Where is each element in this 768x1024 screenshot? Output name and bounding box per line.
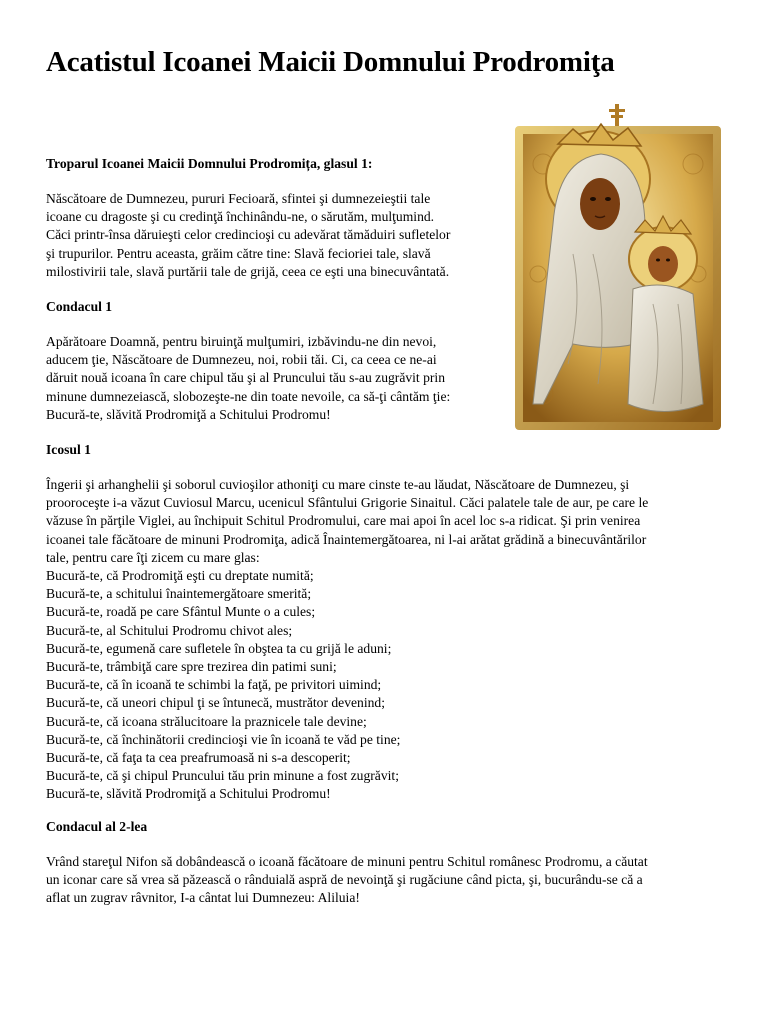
text-line: Bucură-te, că uneori chipul ţi se întunecă, mustrător devenind; (46, 695, 385, 711)
text-line: Bucură-te, slăvită Prodromiţă a Schitului Prodromu! (46, 406, 331, 422)
text-line: Bucură-te, slăvită Prodromiţă a Schitului Prodromu! (46, 786, 331, 802)
ikos1-heading: Icosul 1 (46, 442, 91, 457)
ikos1-text (46, 476, 726, 804)
text-line: icoanei tale făcătoare de minuni Prodromiţa, adică Înaintemergătoarea, ni l-ai arătat grădină a binecuvântărilor (46, 531, 647, 547)
text-line: Născătoare de Dumnezeu, pururi Fecioară, sfintei şi dumnezeieştii tale (46, 191, 431, 206)
text-line: Bucură-te, trâmbiţă care spre trezirea din patimi suni; (46, 659, 337, 675)
text-line: şi trupurilor. Pentru aceasta, grăim către tine: Slavă fecioriei tale, slavă (46, 245, 431, 261)
text-line: Bucură-te, roadă pe care Sfântul Munte o a cules; (46, 604, 316, 620)
text-line: tale, pentru care îţi zicem cu mare glas: (46, 549, 260, 565)
kontakion1-text (46, 333, 498, 424)
text-line: Bucură-te, că faţa ta cea preafrumoasă ni s-a descoperit; (46, 750, 351, 766)
text-line: aducem ţie, Născătoare de Dumnezeu, noi, robii tăi. Ci, ca ceea ce ne-ai (46, 352, 437, 368)
text-line: icoane cu dragoste şi cu credinţă închinându-ne, o sărutăm, mulţumind. (46, 209, 435, 225)
text-line: Bucură-te, că icoana strălucitoare la praznicele tale devine; (46, 713, 367, 729)
troparion-heading: Troparul Icoanei Maicii Domnului Prodromița, glasul 1: (46, 156, 373, 171)
kontakion2-text (46, 853, 726, 908)
text-line: Bucură-te, a schitului înaintemergătoare smerită; (46, 586, 312, 602)
prodromita-icon-image (513, 104, 723, 432)
text-line: Bucură-te, egumenă care sufletele în obştea ta cu grijă le aduni; (46, 640, 392, 656)
page-title: Acatistul Icoanei Maicii Domnului Prodromiţa (46, 46, 615, 78)
kontakion1-heading: Condacul 1 (46, 299, 113, 314)
ikos1-section (46, 441, 726, 459)
kontakion2-heading: Condacul al 2-lea (46, 819, 148, 834)
troparion-section (46, 155, 498, 173)
kontakion2-section (46, 818, 726, 836)
text-line: Bucură-te, că închinătorii credincioşi vie în icoană te văd pe tine; (46, 731, 401, 747)
text-line: dăruit nouă icoana în care chipul tău şi al Pruncului tău s-au zugrăvit prin (46, 370, 445, 386)
text-line: Bucură-te, că în icoană te schimbi la faţă, pe privitori uimind; (46, 677, 382, 693)
text-line: milostivirii tale, slavă purtării tale de grijă, ceea ce eşti una binecuvântată. (46, 263, 450, 279)
text-line: văzuse în părţile Viglei, au închipuit Schitul Prodromului, care mai apoi în acel loc s-a ridicat. Şi prin venirea (46, 513, 641, 529)
text-line: un iconar care să vrea să păzească o rânduială aspră de nevoinţă şi rugăciune când picta, şi, bucurându-se că a (46, 872, 643, 888)
text-line: Bucură-te, că Prodromiţă eşti cu dreptate numită; (46, 568, 314, 584)
text-line: prooroceşte i-a văzut Cuviosul Marcu, ucenicul Sfântului Grigorie Sinaitul. Căci palatele tale de aur, pe care le (46, 495, 649, 511)
text-line: Îngerii şi arhanghelii şi soborul cuvioşilor athoniţi cu mare cinste te-au lăudat, Născătoare de Dumnezeu, şi (46, 477, 630, 492)
text-line: Bucură-te, că şi chipul Pruncului tău prin minune a fost zugrăvit; (46, 768, 399, 784)
text-line: Căci printr-însa dăruieşti celor credincioşi cu adevărat tămăduiri sufletelor (46, 227, 451, 243)
text-line: minune dumnezeiască, slobozeşte-ne din toate nevoile, ca să-ţi cântăm ţie: (46, 388, 451, 404)
text-line: Vrând stareţul Nifon să dobândească o icoană făcătoare de minuni pentru Schitul românesc Prodromu, a căutat (46, 854, 648, 869)
text-line: Bucură-te, al Schitului Prodromu chivot ales; (46, 622, 293, 638)
text-line: Apărătoare Doamnă, pentru biruinţă mulţumiri, izbăvindu-ne din nevoi, (46, 334, 437, 349)
kontakion1-section (46, 298, 498, 316)
text-line: aflat un zugrav râvnitor, I-a cântat lui Dumnezeu: Aliluia! (46, 890, 360, 906)
troparion-text (46, 190, 498, 281)
